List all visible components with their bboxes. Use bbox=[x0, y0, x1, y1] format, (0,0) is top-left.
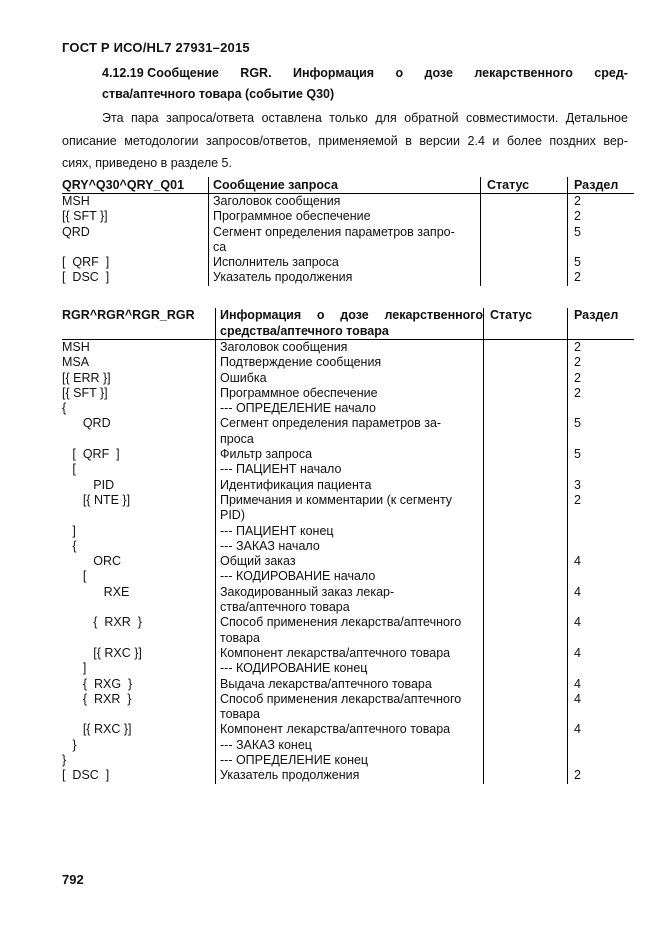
word: и bbox=[492, 133, 500, 148]
table-row bbox=[62, 371, 634, 386]
segment-cell: [ bbox=[62, 569, 87, 584]
table-row bbox=[62, 615, 634, 630]
table-row bbox=[62, 478, 634, 493]
word: более bbox=[506, 133, 542, 148]
table-row bbox=[62, 447, 634, 462]
segment-cell: QRD bbox=[62, 416, 111, 431]
section-cell bbox=[567, 524, 634, 539]
section-cell bbox=[567, 753, 634, 768]
status-cell bbox=[483, 524, 567, 539]
segment-cell: ] bbox=[62, 661, 87, 676]
section-cell: 4 bbox=[567, 646, 634, 661]
word: запросов/ответов, bbox=[206, 133, 311, 148]
table-body bbox=[62, 340, 634, 784]
segment-cell: } bbox=[62, 737, 77, 752]
section-cell: 2 bbox=[567, 340, 634, 355]
status-cell bbox=[483, 386, 567, 401]
section-cell: 5 bbox=[567, 255, 634, 270]
description-cell: Общий заказ bbox=[215, 554, 483, 569]
table-row bbox=[62, 524, 634, 539]
segment-cell: [{ NTE }] bbox=[62, 492, 131, 507]
table-row bbox=[62, 646, 634, 661]
section-cell: 5 bbox=[567, 447, 634, 462]
status-cell bbox=[483, 768, 567, 783]
description-cell: Фильтр запроса bbox=[215, 447, 483, 462]
header-cell: Раздел bbox=[567, 177, 634, 193]
status-cell bbox=[480, 225, 567, 240]
segment-cell: { RXR } bbox=[62, 691, 132, 706]
description-cell: Сегмент определения параметров запро- bbox=[208, 225, 480, 240]
response-message-table bbox=[62, 308, 634, 784]
status-cell bbox=[483, 478, 567, 493]
description-cell: товара bbox=[215, 707, 483, 722]
description-cell: ства/аптечного товара bbox=[215, 600, 483, 615]
description-cell: --- ОПРЕДЕЛЕНИЕ конец bbox=[215, 753, 483, 768]
table-row bbox=[62, 554, 634, 569]
word: Информация bbox=[292, 66, 375, 80]
section-cell bbox=[567, 539, 634, 554]
segment-cell: [{ SFT }] bbox=[62, 209, 108, 224]
table-row bbox=[62, 722, 634, 737]
description-cell: Подтверждение сообщения bbox=[215, 355, 483, 370]
description-cell: Примечания и комментарии (к сегменту bbox=[215, 493, 483, 508]
word: совместимости. bbox=[465, 111, 559, 125]
table-row bbox=[62, 270, 634, 285]
header-cell: Информация о дозе лекарственного средства/аптечного товара bbox=[215, 308, 483, 339]
table-row bbox=[62, 753, 634, 768]
section-cell: 5 bbox=[567, 416, 634, 431]
section-cell bbox=[567, 738, 634, 753]
description-cell: Указатель продолжения bbox=[215, 768, 483, 783]
segment-cell: MSH bbox=[62, 340, 90, 354]
description-cell: Программное обеспечение bbox=[215, 386, 483, 401]
table-row bbox=[62, 585, 634, 600]
segment-cell: [ QRF ] bbox=[62, 447, 120, 462]
word: поздних bbox=[549, 133, 596, 148]
table-row bbox=[62, 631, 634, 646]
word: методологии bbox=[124, 133, 199, 148]
section-cell: 4 bbox=[567, 722, 634, 737]
status-cell bbox=[483, 340, 567, 355]
status-cell bbox=[483, 707, 567, 722]
section-cell bbox=[567, 707, 634, 722]
description-cell: --- ОПРЕДЕЛЕНИЕ начало bbox=[215, 401, 483, 416]
section-cell: 4 bbox=[567, 677, 634, 692]
status-cell bbox=[483, 355, 567, 370]
segment-cell: [ DSC ] bbox=[62, 270, 110, 285]
table-header bbox=[62, 177, 634, 194]
section-title-line2: ства/аптечного товара (событие Q30) bbox=[102, 87, 335, 101]
section-cell bbox=[567, 631, 634, 646]
status-cell bbox=[480, 270, 567, 285]
table-row bbox=[62, 508, 634, 523]
word: RGR. bbox=[240, 66, 272, 80]
segment-cell: } bbox=[62, 753, 67, 768]
word: Эта bbox=[102, 111, 124, 125]
section-cell: 4 bbox=[567, 615, 634, 630]
status-cell bbox=[483, 539, 567, 554]
header-cell: QRY^Q30^QRY_Q01 bbox=[62, 178, 185, 192]
description-cell: Программное обеспечение bbox=[208, 209, 480, 224]
description-cell: Способ применения лекарства/аптечного bbox=[215, 615, 483, 630]
word: 2.4 bbox=[467, 133, 485, 148]
page-number: 792 bbox=[62, 872, 84, 887]
section-cell: 2 bbox=[567, 386, 634, 401]
status-cell bbox=[483, 677, 567, 692]
segment-cell bbox=[62, 707, 215, 722]
word: описание bbox=[62, 133, 117, 148]
status-cell bbox=[483, 692, 567, 707]
table-row bbox=[62, 401, 634, 416]
status-cell bbox=[483, 615, 567, 630]
header-cell: Статус bbox=[483, 308, 567, 339]
status-cell bbox=[480, 209, 567, 224]
section-cell: 2 bbox=[567, 355, 634, 370]
status-cell bbox=[480, 240, 567, 255]
table-row bbox=[62, 738, 634, 753]
query-message-table bbox=[62, 177, 634, 286]
status-cell bbox=[483, 631, 567, 646]
table-row bbox=[62, 416, 634, 431]
segment-cell: [ QRF ] bbox=[62, 255, 110, 270]
word: вер- bbox=[603, 133, 628, 148]
section-cell: 5 bbox=[567, 225, 634, 240]
word: для bbox=[375, 111, 397, 125]
description-cell: Выдача лекарства/аптечного товара bbox=[215, 677, 483, 692]
description-cell: --- ПАЦИЕНТ начало bbox=[215, 462, 483, 477]
status-cell bbox=[480, 255, 567, 270]
description-cell: Сегмент определения параметров за- bbox=[215, 416, 483, 431]
table-row bbox=[62, 209, 634, 224]
status-cell bbox=[483, 371, 567, 386]
header-cell: Сообщение запроса bbox=[208, 177, 480, 193]
word: применяемой bbox=[318, 133, 398, 148]
status-cell bbox=[483, 401, 567, 416]
segment-cell: { bbox=[62, 401, 67, 416]
section-cell bbox=[567, 432, 634, 447]
description-cell: --- ПАЦИЕНТ конец bbox=[215, 524, 483, 539]
segment-cell: MSA bbox=[62, 355, 90, 370]
description-cell: Заголовок сообщения bbox=[215, 340, 483, 355]
description-cell: PID) bbox=[215, 508, 483, 523]
status-cell bbox=[483, 600, 567, 615]
word: версии bbox=[419, 133, 461, 148]
section-cell bbox=[567, 661, 634, 676]
document-header: ГОСТ Р ИСО/HL7 27931–2015 bbox=[62, 40, 250, 55]
description-cell: Закодированный заказ лекар- bbox=[215, 585, 483, 600]
word: оставлена bbox=[261, 111, 322, 125]
segment-cell: MSH bbox=[62, 194, 90, 208]
description-cell: Идентификация пациента bbox=[215, 478, 483, 493]
status-cell bbox=[483, 753, 567, 768]
section-title bbox=[62, 63, 628, 105]
status-cell bbox=[483, 432, 567, 447]
status-cell bbox=[483, 646, 567, 661]
segment-cell bbox=[62, 600, 215, 615]
description-cell: Заголовок сообщения bbox=[208, 194, 480, 209]
table-row bbox=[62, 340, 634, 355]
table-row bbox=[62, 569, 634, 584]
section-cell: 4 bbox=[567, 554, 634, 569]
segment-cell bbox=[62, 631, 215, 646]
status-cell bbox=[483, 738, 567, 753]
table-row bbox=[62, 768, 634, 783]
segment-cell: { RXG } bbox=[62, 676, 133, 691]
segment-cell: [ bbox=[62, 462, 76, 477]
header-cell: Раздел bbox=[567, 308, 634, 339]
header-cell: RGR^RGR^RGR_RGR bbox=[62, 308, 195, 322]
description-cell: проса bbox=[215, 432, 483, 447]
table-row bbox=[62, 355, 634, 370]
segment-cell: ORC bbox=[62, 554, 122, 569]
status-cell bbox=[483, 661, 567, 676]
status-cell bbox=[483, 554, 567, 569]
table-row bbox=[62, 539, 634, 554]
table-header bbox=[62, 308, 634, 340]
section-cell bbox=[567, 462, 634, 477]
table-row bbox=[62, 677, 634, 692]
intro-line: сиях, приведено в разделе 5. bbox=[62, 156, 232, 170]
word: в bbox=[405, 133, 412, 148]
segment-cell: { bbox=[62, 538, 77, 553]
segment-cell: ] bbox=[62, 523, 76, 538]
status-cell bbox=[483, 416, 567, 431]
status-cell bbox=[483, 493, 567, 508]
table-row bbox=[62, 661, 634, 676]
section-cell: 2 bbox=[567, 371, 634, 386]
table-row bbox=[62, 692, 634, 707]
segment-cell: [ DSC ] bbox=[62, 768, 110, 783]
table-row bbox=[62, 600, 634, 615]
section-cell: 3 bbox=[567, 478, 634, 493]
status-cell bbox=[483, 508, 567, 523]
description-cell: --- КОДИРОВАНИЕ конец bbox=[215, 661, 483, 676]
description-cell: Компонент лекарства/аптечного товара bbox=[215, 646, 483, 661]
table-row bbox=[62, 386, 634, 401]
status-cell bbox=[483, 585, 567, 600]
description-cell: Компонент лекарства/аптечного товара bbox=[215, 722, 483, 737]
intro-paragraph bbox=[62, 107, 628, 175]
segment-cell: [{ RXC }] bbox=[62, 645, 142, 660]
segment-cell: [{ SFT }] bbox=[62, 385, 108, 400]
description-cell: са bbox=[208, 240, 480, 255]
segment-cell: QRD bbox=[62, 224, 90, 239]
table-row bbox=[62, 432, 634, 447]
word: пара bbox=[131, 111, 159, 125]
table-row bbox=[62, 225, 634, 240]
description-cell: --- ЗАКАЗ начало bbox=[215, 539, 483, 554]
word: запроса/ответа bbox=[166, 111, 255, 125]
status-cell bbox=[483, 462, 567, 477]
section-cell bbox=[567, 569, 634, 584]
word: о bbox=[395, 66, 404, 80]
description-cell: Ошибка bbox=[215, 371, 483, 386]
description-cell: Исполнитель запроса bbox=[208, 255, 480, 270]
word: 4.12.19 Сообщение bbox=[102, 66, 219, 80]
header-cell: Статус bbox=[480, 177, 567, 193]
section-cell: 2 bbox=[567, 270, 634, 285]
segment-cell: [{ ERR }] bbox=[62, 370, 111, 385]
segment-cell: [{ RXC }] bbox=[62, 722, 132, 737]
description-cell: Указатель продолжения bbox=[208, 270, 480, 285]
segment-cell bbox=[62, 240, 208, 255]
table-row bbox=[62, 707, 634, 722]
section-cell: 2 bbox=[567, 194, 634, 209]
segment-cell: { RXR } bbox=[62, 615, 142, 630]
table-row bbox=[62, 194, 634, 209]
table-body bbox=[62, 194, 634, 286]
description-cell: товара bbox=[215, 631, 483, 646]
table-row bbox=[62, 462, 634, 477]
intro-line bbox=[62, 107, 628, 130]
table-row bbox=[62, 240, 634, 255]
section-cell: 2 bbox=[567, 209, 634, 224]
intro-line bbox=[62, 130, 628, 153]
segment-cell bbox=[62, 432, 215, 447]
section-cell: 2 bbox=[567, 493, 634, 508]
description-cell: --- КОДИРОВАНИЕ начало bbox=[215, 569, 483, 584]
status-cell bbox=[483, 447, 567, 462]
segment-cell: RXE bbox=[62, 584, 130, 599]
section-cell bbox=[567, 401, 634, 416]
section-cell bbox=[567, 600, 634, 615]
word: только bbox=[329, 111, 368, 125]
section-cell: 4 bbox=[567, 585, 634, 600]
description-cell: Способ применения лекарства/аптечного bbox=[215, 692, 483, 707]
description-cell: --- ЗАКАЗ конец bbox=[215, 738, 483, 753]
word: сред- bbox=[594, 66, 628, 80]
table-row bbox=[62, 255, 634, 270]
word: дозе bbox=[424, 66, 453, 80]
word: лекарственного bbox=[474, 66, 573, 80]
segment-cell: PID bbox=[62, 477, 115, 492]
section-cell bbox=[567, 240, 634, 255]
segment-cell bbox=[62, 508, 215, 523]
status-cell bbox=[483, 569, 567, 584]
word: Детальное bbox=[565, 111, 628, 125]
status-cell bbox=[480, 194, 567, 209]
section-cell bbox=[567, 508, 634, 523]
status-cell bbox=[483, 722, 567, 737]
table-row bbox=[62, 493, 634, 508]
section-cell: 4 bbox=[567, 692, 634, 707]
section-cell: 2 bbox=[567, 768, 634, 783]
word: обратной bbox=[404, 111, 459, 125]
section-title-line1 bbox=[62, 63, 628, 84]
